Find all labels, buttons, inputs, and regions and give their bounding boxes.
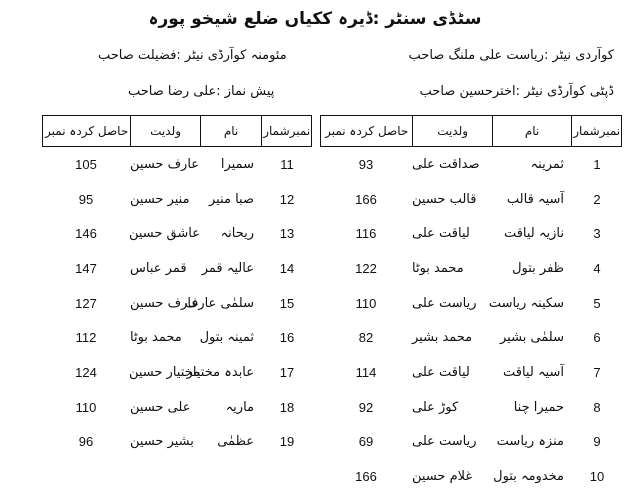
- parent-name: عاشق حسین: [128, 226, 200, 242]
- student-name: نازیہ لیاقت: [503, 226, 564, 242]
- parent-name: ریاست علی: [412, 434, 477, 450]
- imam-text: پیش نماز :علی رضا صاحب: [128, 84, 275, 99]
- row-number: 2: [593, 191, 601, 207]
- table-row: [42, 425, 312, 460]
- marks-value: 166: [355, 469, 377, 485]
- table-row: [42, 216, 312, 251]
- marks-value: 147: [75, 260, 97, 276]
- parent-name: منیر حسین: [130, 191, 190, 207]
- table-row: [42, 147, 312, 182]
- parent-name: عارف حسین: [130, 295, 200, 311]
- table-row: [320, 182, 622, 217]
- parent-name: محمد بشیر: [412, 330, 473, 346]
- table-row: [42, 286, 312, 321]
- table-row: [320, 390, 622, 425]
- marks-value: 95: [78, 191, 94, 207]
- student-name: سکینہ ریاست: [488, 295, 564, 311]
- marks-value: 114: [355, 364, 377, 380]
- header-marks: حاصل کردہ نمبر: [325, 124, 409, 138]
- marks-value: 110: [75, 399, 97, 415]
- student-name: صبا منیر: [208, 191, 254, 207]
- table-row: [320, 147, 622, 182]
- marks-value: 105: [75, 156, 97, 172]
- parent-name: ریاست علی: [412, 295, 477, 311]
- table-row: [320, 286, 622, 321]
- student-name: عظمٰی: [217, 434, 254, 450]
- student-name: آسیہ قالب: [506, 191, 564, 207]
- marks-value: 110: [355, 295, 377, 311]
- marks-value: 93: [358, 156, 374, 172]
- table-row: [42, 251, 312, 286]
- parent-name: بشیر حسین: [130, 434, 194, 450]
- student-name: ظفر بتول: [512, 260, 564, 276]
- row-number: 15: [279, 295, 295, 311]
- results-table-left: [42, 115, 312, 459]
- marks-value: 69: [358, 434, 374, 450]
- table-row: [42, 182, 312, 217]
- row-number: 19: [279, 434, 295, 450]
- header-parentage: ولدیت: [130, 116, 199, 146]
- row-number: 16: [279, 330, 295, 346]
- table-row: [42, 320, 312, 355]
- female-coordinator-text: مئومنہ کوآرڈی نیٹر :فضیلت صاحب: [98, 48, 287, 63]
- marks-value: 92: [358, 399, 374, 415]
- header-marks: حاصل کردہ نمبر: [45, 124, 129, 138]
- student-name: ریحانہ: [220, 226, 254, 242]
- parent-name: کوڑ علی: [412, 399, 459, 415]
- table-row: [42, 355, 312, 390]
- marks-value: 124: [75, 364, 97, 380]
- row-number: 10: [589, 469, 605, 485]
- student-name: سلمٰی عارف: [184, 295, 254, 311]
- row-number: 3: [593, 226, 601, 242]
- header-name: نام: [200, 116, 262, 146]
- row-number: 12: [279, 191, 295, 207]
- parent-name: عارف حسین: [130, 156, 200, 172]
- parent-name: غلام حسین: [412, 469, 473, 485]
- row-number: 4: [593, 260, 601, 276]
- table-header: [42, 115, 312, 147]
- deputy-coordinator-text: ڈپٹی کوآرڈی نیٹر :اخترحسین صاحب: [419, 84, 614, 99]
- student-name: عالیہ قمر: [201, 260, 254, 276]
- header-name: نام: [492, 116, 571, 146]
- student-name: عابدہ مختیار: [186, 364, 254, 380]
- table-row: [320, 251, 622, 286]
- table-header: [320, 115, 622, 147]
- row-number: 14: [279, 260, 295, 276]
- row-number: 17: [279, 364, 295, 380]
- parent-name: قمر عباس: [130, 260, 187, 276]
- results-table-right: [320, 115, 622, 494]
- table-row: [320, 355, 622, 390]
- marks-value: 116: [355, 226, 377, 242]
- table-body: [42, 147, 312, 459]
- parent-name: محمد بوٹا: [130, 330, 182, 346]
- marks-value: 96: [78, 434, 94, 450]
- row-number: 11: [280, 156, 294, 172]
- parent-name: علی حسین: [130, 399, 191, 415]
- row-number: 7: [593, 364, 601, 380]
- row-number: 9: [593, 434, 601, 450]
- page-title: سٹڈی سنٹر :ڈیرہ ککیاں ضلع شیخو پورہ: [148, 9, 482, 29]
- parent-name: قالب حسین: [412, 191, 477, 207]
- table-row: [320, 459, 622, 494]
- student-name: منزہ ریاست: [496, 434, 564, 450]
- marks-value: 82: [358, 330, 374, 346]
- row-number: 6: [593, 330, 601, 346]
- parent-name: محمد بوٹا: [412, 260, 464, 276]
- header-number: نمبرشمار: [261, 116, 311, 146]
- student-name: سلمٰی بشیر: [500, 330, 564, 346]
- marks-value: 166: [355, 191, 377, 207]
- row-number: 5: [593, 295, 601, 311]
- student-name: ثمرینہ: [530, 156, 564, 172]
- marks-value: 127: [75, 295, 97, 311]
- table-row: [320, 425, 622, 460]
- row-number: 18: [279, 399, 295, 415]
- header-parentage: ولدیت: [412, 116, 491, 146]
- table-row: [320, 320, 622, 355]
- parent-name: صداقت علی: [412, 156, 480, 172]
- row-number: 1: [593, 156, 601, 172]
- student-name: آسیہ لیاقت: [502, 364, 564, 380]
- student-name: حمیرا چنا: [513, 399, 564, 415]
- table-row: [320, 216, 622, 251]
- row-number: 8: [593, 399, 601, 415]
- table-body: [320, 147, 622, 494]
- table-row: [42, 390, 312, 425]
- student-name: ثمینہ بتول: [199, 330, 254, 346]
- marks-value: 146: [75, 226, 97, 242]
- marks-value: 112: [75, 330, 97, 346]
- marks-value: 122: [355, 260, 377, 276]
- row-number: 13: [279, 226, 295, 242]
- coordinator-text: کوآردی نیٹر :ریاست علی ملنگ صاحب: [408, 48, 614, 63]
- student-name: سمیرا: [220, 156, 254, 172]
- header-number: نمبرشمار: [571, 116, 621, 146]
- student-name: ماریہ: [225, 399, 254, 415]
- parent-name: مختیار حسین: [128, 364, 200, 380]
- parent-name: لیاقت علی: [412, 364, 470, 380]
- student-name: مخدومہ بتول: [493, 469, 564, 485]
- parent-name: لیاقت علی: [412, 226, 470, 242]
